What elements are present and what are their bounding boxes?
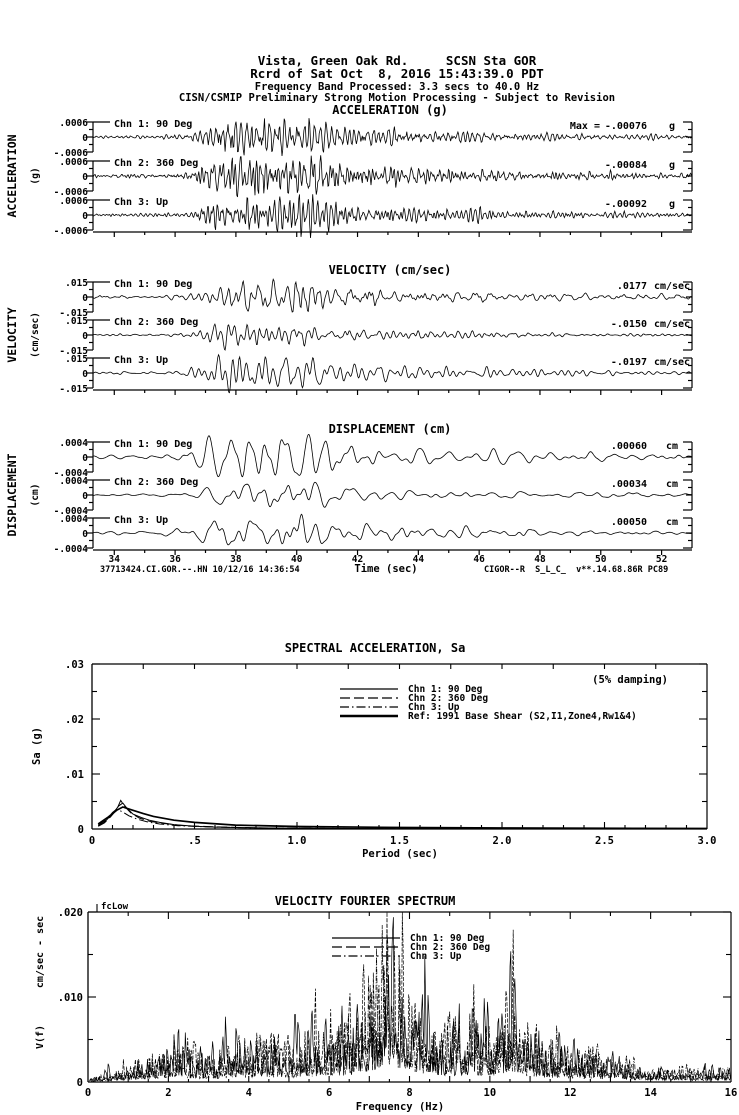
fourier-x-tick-label: 2 bbox=[165, 1087, 172, 1099]
peak-value-label: .00060 bbox=[610, 441, 647, 452]
displacement-axis-unit: (cm) bbox=[30, 483, 41, 507]
record-id-footer: 37713424.CI.GOR.--.HN 10/12/16 14:36:54 bbox=[100, 565, 300, 575]
processing-id-footer: CIGOR--R S_L_C_ v**.14.68.86R PC89 bbox=[484, 565, 669, 575]
fourier-x-tick-label: 16 bbox=[724, 1087, 738, 1099]
channel-label: Chn 2: 360 Deg bbox=[114, 158, 199, 169]
corner-frequency-marker: fcLow bbox=[101, 902, 129, 912]
scale-label-bottom: -.015 bbox=[59, 308, 88, 319]
time-tick-label: 44 bbox=[412, 554, 425, 565]
channel-label: Chn 2: 360 Deg bbox=[114, 477, 199, 488]
scale-label-bottom: -.015 bbox=[59, 384, 88, 395]
scale-label-zero: 0 bbox=[82, 491, 88, 502]
peak-unit-label: g bbox=[668, 199, 676, 210]
sa-damping-note: (5% damping) bbox=[592, 674, 668, 686]
peak-prefix-label: Max = bbox=[569, 121, 600, 132]
peak-unit-label: cm bbox=[665, 517, 679, 528]
scale-label-bottom: -.0006 bbox=[53, 148, 88, 159]
sa-curve-2 bbox=[98, 800, 707, 828]
time-tick-label: 34 bbox=[108, 554, 121, 565]
time-tick-label: 36 bbox=[169, 554, 181, 565]
peak-unit-label: cm bbox=[665, 479, 679, 490]
peak-unit-label: g bbox=[668, 160, 676, 171]
displacement-axis-label: DISPLACEMENT bbox=[5, 453, 19, 537]
fourier-plot-layer bbox=[58, 904, 738, 1099]
peak-value-label: .00034 bbox=[610, 479, 647, 490]
fourier-x-tick-label: 12 bbox=[563, 1087, 577, 1099]
peak-value-label: -.00084 bbox=[604, 160, 647, 171]
sa-y-tick-label: .02 bbox=[65, 714, 84, 726]
station-title: Vista, Green Oak Rd. SCSN Sta GOR bbox=[257, 53, 537, 68]
peak-value-label: -.0150 bbox=[610, 319, 647, 330]
sa-x-tick-label: 2.0 bbox=[492, 835, 512, 847]
processing-note: CISN/CSMIP Preliminary Strong Motion Processing - Subject to Revision bbox=[178, 92, 616, 104]
channel-label: Chn 1: 90 Deg bbox=[114, 279, 193, 290]
sa-x-tick-label: .5 bbox=[188, 835, 201, 847]
peak-unit-label: cm/sec bbox=[653, 281, 691, 292]
waveform-displacement-ch3 bbox=[93, 514, 691, 545]
fourier-x-tick-label: 14 bbox=[644, 1087, 657, 1099]
velocity-axis-unit: (cm/sec) bbox=[30, 312, 41, 358]
sa-legend-label: Chn 2: 360 Deg bbox=[408, 693, 489, 704]
scale-label-zero: 0 bbox=[82, 453, 88, 464]
peak-value-label: .0177 bbox=[616, 281, 647, 292]
scale-label-zero: 0 bbox=[82, 369, 88, 380]
channel-label: Chn 3: Up bbox=[114, 355, 169, 366]
scale-label-bottom: -.0004 bbox=[53, 506, 88, 517]
frequency-band-note: Frequency Band Processed: 3.3 secs to 40.0 Hz bbox=[254, 81, 540, 93]
time-tick-label: 42 bbox=[351, 554, 364, 565]
fourier-plot-title: VELOCITY FOURIER SPECTRUM bbox=[274, 894, 456, 908]
displacement-section-title: DISPLACEMENT (cm) bbox=[328, 422, 452, 436]
fourier-y-axis-unit: cm/sec - sec bbox=[35, 915, 46, 989]
sa-legend-label: Ref: 1991 Base Shear (S2,I1,Zone4,Rw1&4) bbox=[408, 711, 637, 722]
peak-unit-label: cm/sec bbox=[653, 319, 691, 330]
acceleration-section-title: ACCELERATION (g) bbox=[332, 103, 448, 117]
scale-label-zero: 0 bbox=[82, 293, 88, 304]
scale-label-bottom: -.0004 bbox=[53, 544, 88, 555]
fourier-x-tick-label: 4 bbox=[245, 1087, 252, 1099]
peak-unit-label: cm/sec bbox=[653, 357, 691, 368]
channel-label: Chn 1: 90 Deg bbox=[114, 439, 193, 450]
acceleration-axis-unit: (g) bbox=[30, 167, 41, 185]
fourier-legend-label: Chn 2: 360 Deg bbox=[410, 942, 491, 953]
scale-label-top: .0006 bbox=[59, 157, 88, 168]
channel-label: Chn 3: Up bbox=[114, 197, 169, 208]
channel-label: Chn 2: 360 Deg bbox=[114, 317, 199, 328]
time-tick-label: 52 bbox=[655, 554, 668, 565]
sa-legend-label: Chn 1: 90 Deg bbox=[408, 684, 483, 695]
peak-unit-label: cm bbox=[665, 441, 679, 452]
scale-label-top: .0006 bbox=[59, 196, 88, 207]
velocity-section-title: VELOCITY (cm/sec) bbox=[328, 263, 452, 277]
waveform-velocity-ch3 bbox=[93, 355, 691, 393]
scale-label-top: .015 bbox=[65, 278, 88, 289]
time-axis-label: Time (sec) bbox=[354, 563, 418, 575]
scale-label-top: .0004 bbox=[59, 438, 88, 449]
scale-label-top: .015 bbox=[65, 316, 88, 327]
scale-label-top: .0006 bbox=[59, 118, 88, 129]
peak-value-label: .00050 bbox=[610, 517, 647, 528]
scale-label-zero: 0 bbox=[82, 331, 88, 342]
fourier-y-tick-label: .020 bbox=[57, 907, 83, 919]
peak-value-label: -.00092 bbox=[604, 199, 647, 210]
sa-x-tick-label: 0 bbox=[88, 835, 96, 847]
fourier-y-tick-label: 0 bbox=[76, 1077, 83, 1089]
sa-plot-layer bbox=[65, 659, 716, 847]
sa-y-tick-label: .01 bbox=[65, 769, 84, 781]
scale-label-zero: 0 bbox=[82, 133, 88, 144]
scale-label-zero: 0 bbox=[82, 172, 88, 183]
sa-x-tick-label: 3.0 bbox=[697, 835, 717, 847]
channel-label: Chn 3: Up bbox=[114, 515, 169, 526]
fourier-x-tick-label: 10 bbox=[483, 1087, 497, 1099]
fourier-x-axis-label: Frequency (Hz) bbox=[355, 1101, 445, 1113]
acceleration-axis-label: ACCELERATION bbox=[5, 134, 19, 218]
peak-value-label: -.0197 bbox=[610, 357, 647, 368]
scale-label-bottom: -.0006 bbox=[53, 187, 88, 198]
time-tick-label: 46 bbox=[473, 554, 485, 565]
fourier-legend-label: Chn 3: Up bbox=[410, 951, 462, 962]
fourier-y-axis-name: V(f) bbox=[35, 1024, 46, 1050]
sa-x-axis-label: Period (sec) bbox=[362, 848, 438, 860]
time-series-traces-layer bbox=[54, 118, 692, 565]
record-datetime: Rcrd of Sat Oct 8, 2016 15:43:39.0 PDT bbox=[250, 66, 544, 81]
peak-unit-label: g bbox=[668, 121, 676, 132]
sa-curve-4 bbox=[98, 807, 707, 829]
sa-x-tick-label: 2.5 bbox=[595, 835, 614, 847]
scale-label-top: .0004 bbox=[59, 514, 88, 525]
sa-legend-label: Chn 3: Up bbox=[408, 702, 460, 713]
scale-label-top: .0004 bbox=[59, 476, 88, 487]
sa-y-axis-label: Sa (g) bbox=[31, 727, 43, 765]
sa-x-tick-label: 1.5 bbox=[390, 835, 409, 847]
velocity-axis-label: VELOCITY bbox=[5, 307, 19, 363]
peak-value-label: -.00076 bbox=[604, 121, 647, 132]
time-tick-label: 48 bbox=[534, 554, 546, 565]
scale-label-top: .015 bbox=[65, 354, 88, 365]
sa-curve-3 bbox=[98, 809, 707, 829]
time-tick-label: 38 bbox=[230, 554, 242, 565]
sa-y-tick-label: 0 bbox=[77, 824, 84, 836]
time-tick-label: 40 bbox=[290, 554, 303, 565]
channel-label: Chn 1: 90 Deg bbox=[114, 119, 193, 130]
sa-x-tick-label: 1.0 bbox=[287, 835, 307, 847]
fourier-x-tick-label: 0 bbox=[84, 1087, 92, 1099]
fourier-legend-label: Chn 1: 90 Deg bbox=[410, 933, 485, 944]
time-tick-label: 50 bbox=[595, 554, 607, 565]
sa-curve-1 bbox=[98, 803, 707, 829]
scale-label-zero: 0 bbox=[82, 211, 88, 222]
scale-label-bottom: -.0006 bbox=[53, 226, 88, 237]
sa-plot-title: SPECTRAL ACCELERATION, Sa bbox=[284, 641, 466, 655]
fourier-x-tick-label: 8 bbox=[406, 1087, 413, 1099]
fourier-y-tick-label: .010 bbox=[57, 992, 83, 1004]
scale-label-bottom: -.015 bbox=[59, 346, 88, 357]
scale-label-bottom: -.0004 bbox=[53, 468, 88, 479]
fourier-x-tick-label: 6 bbox=[325, 1087, 333, 1099]
sa-y-tick-label: .03 bbox=[65, 659, 84, 671]
scale-label-zero: 0 bbox=[82, 529, 88, 540]
